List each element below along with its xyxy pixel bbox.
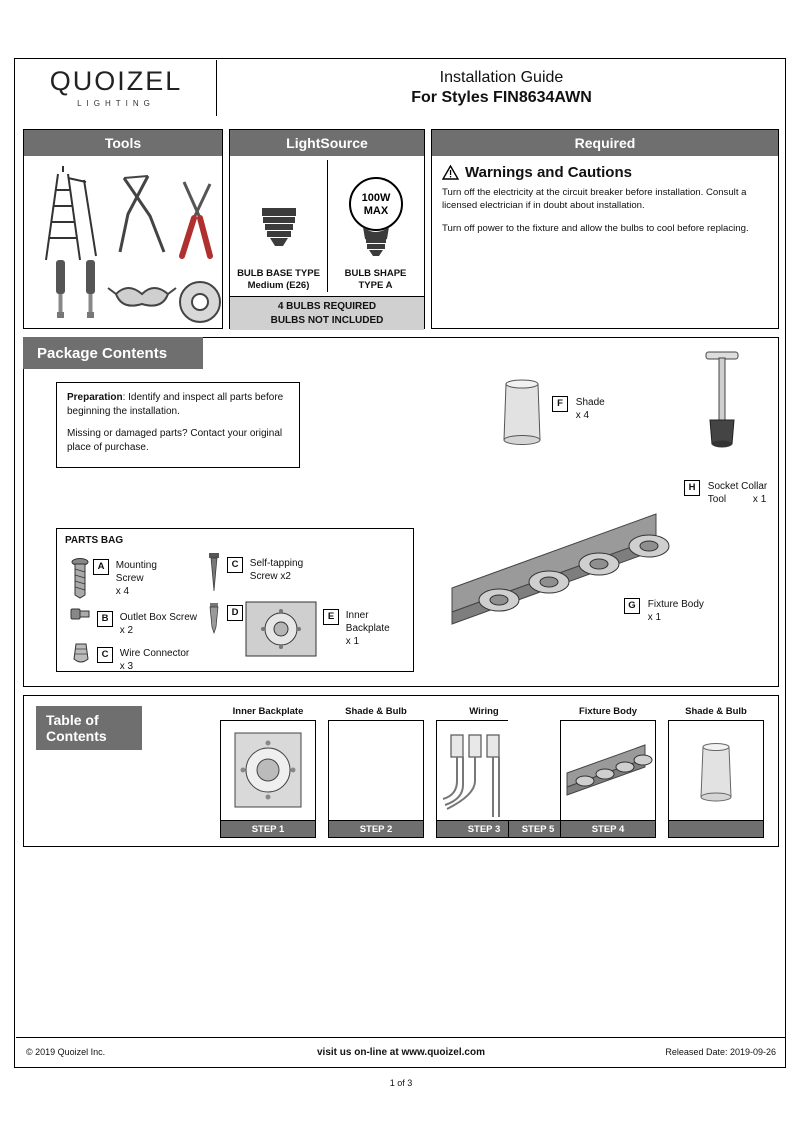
logo-tagline: LIGHTING xyxy=(77,99,155,108)
part-F-line1: Shade xyxy=(575,397,605,408)
package-contents-tab: Package Contents xyxy=(23,337,203,369)
document-footer xyxy=(16,1037,786,1066)
parts-bag-title: PARTS BAG xyxy=(65,535,124,546)
svg-text:100W: 100W xyxy=(361,192,390,205)
required-panel xyxy=(431,129,779,329)
toc-card-step1[interactable] xyxy=(220,706,316,838)
part-E-line2: Backplate xyxy=(345,623,390,634)
toc-card-1-image xyxy=(220,720,316,820)
title-line-2: For Styles FIN8634AWN xyxy=(411,89,592,106)
document-header xyxy=(16,60,786,116)
svg-text:MAX: MAX xyxy=(363,205,388,218)
footer-released-date: Released Date: 2019-09-26 xyxy=(665,1047,776,1057)
part-B-line1: Outlet Box Screw xyxy=(119,612,198,623)
part-H-line1: Socket Collar xyxy=(707,481,768,492)
toc-card-3-step: STEP 3 xyxy=(436,820,532,838)
part-A xyxy=(93,559,157,598)
part-H xyxy=(684,480,767,506)
part-tag-E: E xyxy=(323,609,339,625)
part-H-line2: Tool xyxy=(707,494,727,505)
part-tag-C-wire: C xyxy=(97,647,113,663)
footer-copyright: © 2019 Quoizel Inc. xyxy=(26,1047,106,1057)
warnings-body xyxy=(432,156,778,235)
warning-paragraph-2: Turn off power to the fixture and allow the bulbs to cool before replacing. xyxy=(442,222,749,234)
toc-card-step2[interactable] xyxy=(328,706,424,838)
toc-tab-line2: Contents xyxy=(46,728,107,744)
lightsource-body xyxy=(230,156,424,296)
toc-card-step5[interactable] xyxy=(508,706,568,838)
part-E-line1: Inner xyxy=(345,610,369,621)
part-tag-G: G xyxy=(624,598,640,614)
drywall-anchor-icon xyxy=(207,601,221,635)
part-C-screw-line1: Self-tapping xyxy=(249,558,304,569)
part-E xyxy=(323,609,390,648)
part-tag-C-screw: C xyxy=(227,557,243,573)
part-H-qty: x 1 xyxy=(752,494,767,505)
table-of-contents-panel xyxy=(23,695,779,847)
toc-card-5-label: Fixture Body xyxy=(578,706,638,717)
logo-wordmark: QUOIZEL xyxy=(49,66,183,96)
part-F xyxy=(552,396,605,422)
page-number: 1 of 3 xyxy=(389,1078,413,1088)
bulb-shape-icon xyxy=(339,172,413,268)
toc-card-4-step: STEP 5 xyxy=(508,820,568,838)
document-sheet xyxy=(14,58,786,1068)
part-C-wire xyxy=(97,647,189,673)
part-tag-H: H xyxy=(684,480,700,496)
toc-card-step4[interactable] xyxy=(560,706,656,838)
toc-card-4-label xyxy=(508,706,568,720)
mounting-screw-icon xyxy=(71,557,89,599)
warning-paragraph-1: Turn off the electricity at the circuit breaker before installation. Consult a licensed electrician if in doubt about installation. xyxy=(442,187,747,211)
part-A-line2: Screw xyxy=(115,573,144,584)
part-tag-F: F xyxy=(552,396,568,412)
part-tag-B: B xyxy=(97,611,113,627)
toc-card-shade-bulb-2[interactable] xyxy=(668,706,764,838)
lightsource-band-label: LightSource xyxy=(230,130,424,156)
toc-card-5-step: STEP 4 xyxy=(560,820,656,838)
preparation-text: : Identify and inspect all parts before beginning the installation. xyxy=(67,392,284,417)
tools-panel xyxy=(23,129,223,329)
toc-card-2-step: STEP 2 xyxy=(328,820,424,838)
tools-illustration xyxy=(24,156,222,330)
page-title xyxy=(217,60,786,116)
toc-cards xyxy=(220,702,768,844)
part-G-qty: x 1 xyxy=(647,612,662,623)
warnings-title-text: Warnings and Cautions xyxy=(465,164,632,181)
bulb-shape-caption: BULB SHAPE TYPE A xyxy=(344,268,407,292)
shade-icon xyxy=(496,378,548,450)
toc-card-6-image xyxy=(668,720,764,820)
brand-logo xyxy=(16,60,217,116)
toc-tab-line1: Table of xyxy=(46,711,99,728)
wire-connector-icon xyxy=(71,641,91,667)
bulb-base-icon xyxy=(242,194,316,268)
toc-card-6-label: Shade & Bulb xyxy=(685,706,747,717)
part-E-qty: x 1 xyxy=(345,636,360,647)
tools-band-label: Tools xyxy=(24,130,222,156)
preparation-label: Preparation xyxy=(67,392,123,403)
missing-parts-text: Missing or damaged parts? Contact your original place of purchase. xyxy=(67,428,283,453)
title-line-1: Installation Guide xyxy=(439,69,564,86)
parts-bag-box xyxy=(56,528,414,672)
toc-card-2-image xyxy=(328,720,424,820)
part-C-wire-line1: Wire Connector xyxy=(119,648,190,659)
part-tag-D: D xyxy=(227,605,243,621)
part-C-screw-line2: Screw x2 xyxy=(249,571,291,582)
package-contents-panel xyxy=(23,337,779,687)
footer-website: visit us on-line at www.quoizel.com xyxy=(317,1046,485,1058)
warning-triangle-icon xyxy=(442,165,459,180)
part-G xyxy=(624,598,704,624)
inner-backplate-icon xyxy=(245,601,317,657)
lightsource-panel xyxy=(229,129,425,329)
bulb-shape-block xyxy=(327,156,424,296)
part-G-line1: Fixture Body xyxy=(647,599,704,610)
part-tag-A: A xyxy=(93,559,109,575)
bulb-base-caption: BULB BASE TYPE Medium (E26) xyxy=(237,268,320,292)
part-A-line1: Mounting xyxy=(115,560,157,571)
toc-tab xyxy=(36,706,142,750)
required-band-label: Required xyxy=(432,130,778,156)
toc-card-4-image xyxy=(508,720,568,820)
preparation-line xyxy=(67,391,289,418)
toc-card-5-image xyxy=(560,720,656,820)
warnings-title xyxy=(442,164,768,181)
part-B-qty: x 2 xyxy=(119,625,134,636)
toc-card-2-label: Shade & Bulb xyxy=(345,706,407,717)
part-C-screw xyxy=(227,557,303,583)
part-C-wire-qty: x 3 xyxy=(119,661,134,672)
outlet-box-screw-icon xyxy=(69,605,91,635)
info-row xyxy=(23,129,779,329)
toc-card-1-step: STEP 1 xyxy=(220,820,316,838)
toc-card-3-label: Wiring xyxy=(469,706,499,717)
bulb-base-block xyxy=(230,156,327,296)
preparation-note xyxy=(56,382,300,468)
socket-collar-tool-icon xyxy=(696,348,748,458)
part-F-qty: x 4 xyxy=(575,410,590,421)
toc-card-1-label: Inner Backplate xyxy=(232,706,304,717)
bulbs-required-note: 4 BULBS REQUIRED BULBS NOT INCLUDED xyxy=(230,296,424,330)
toc-card-6-step xyxy=(668,820,764,838)
part-A-qty: x 4 xyxy=(115,586,130,597)
part-B xyxy=(97,611,197,637)
self-tapping-screw-icon xyxy=(207,551,221,595)
